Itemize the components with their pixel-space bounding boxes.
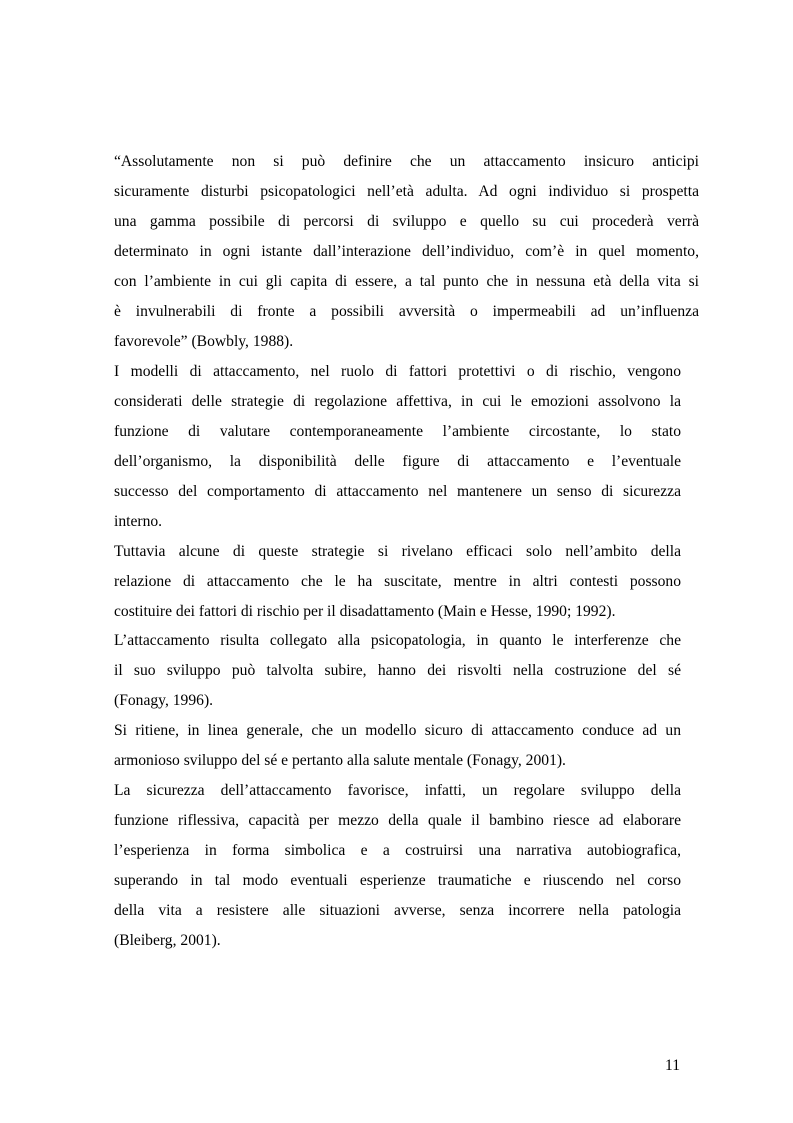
text-line: considerati delle strategie di regolazione affettiva, in cui le emozioni assolvono la <box>114 393 681 410</box>
text-line: (Fonagy, 1996). <box>114 692 214 709</box>
text-line: della vita a resistere alle situazioni avverse, senza incorrere nella patologia <box>114 902 681 919</box>
body-paragraph <box>114 716 681 776</box>
page-number: 11 <box>664 1057 680 1074</box>
text-line: il suo sviluppo può talvolta subire, hanno dei risvolti nella costruzione del sé <box>114 662 681 679</box>
text-line: (Bleiberg, 2001). <box>114 932 221 949</box>
quote-paragraph <box>114 147 699 357</box>
text-line: l’esperienza in forma simbolica e a costruirsi una narrativa autobiografica, <box>114 842 681 859</box>
text-line: Tuttavia alcune di queste strategie si rivelano efficaci solo nell’ambito della <box>114 543 681 560</box>
text-line: interno. <box>114 513 163 530</box>
text-line: successo del comportamento di attaccamento nel mantenere un senso di sicurezza <box>114 483 681 500</box>
text-line: funzione di valutare contemporaneamente l’ambiente circostante, lo stato <box>114 423 681 440</box>
text-line: I modelli di attaccamento, nel ruolo di fattori protettivi o di rischio, vengono <box>114 363 681 380</box>
body-paragraph <box>114 357 681 537</box>
text-line: favorevole” (Bowbly, 1988). <box>114 333 294 350</box>
body-paragraph <box>114 626 681 716</box>
text-line: armonioso sviluppo del sé e pertanto alla salute mentale (Fonagy, 2001). <box>114 752 566 769</box>
text-line: una gamma possibile di percorsi di sviluppo e quello su cui procederà verrà <box>114 213 699 230</box>
text-line: La sicurezza dell’attaccamento favorisce, infatti, un regolare sviluppo della <box>114 782 681 799</box>
text-line: sicuramente disturbi psicopatologici nell’età adulta. Ad ogni individuo si prospetta <box>114 183 699 200</box>
text-line: determinato in ogni istante dall’interazione dell’individuo, com’è in quel momento, <box>114 243 699 260</box>
text-line: L’attaccamento risulta collegato alla psicopatologia, in quanto le interferenze che <box>114 632 681 649</box>
text-line: funzione riflessiva, capacità per mezzo della quale il bambino riesce ad elaborare <box>114 812 681 829</box>
text-line: relazione di attaccamento che le ha suscitate, mentre in altri contesti possono <box>114 573 681 590</box>
text-line: superando in tal modo eventuali esperienze traumatiche e riuscendo nel corso <box>114 872 681 889</box>
text-line: costituire dei fattori di rischio per il disadattamento (Main e Hesse, 1990; 1992). <box>114 603 616 620</box>
text-line: dell’organismo, la disponibilità delle figure di attaccamento e l’eventuale <box>114 453 681 470</box>
body-paragraph <box>114 776 681 956</box>
text-line: con l’ambiente in cui gli capita di essere, a tal punto che in nessuna età della vita si <box>114 273 699 290</box>
text-line: è invulnerabili di fronte a possibili avversità o impermeabili ad un’influenza <box>114 303 699 320</box>
body-paragraph <box>114 537 681 627</box>
text-line: Si ritiene, in linea generale, che un modello sicuro di attaccamento conduce ad un <box>114 722 681 739</box>
text-line: “Assolutamente non si può definire che un attaccamento insicuro anticipi <box>114 153 699 170</box>
